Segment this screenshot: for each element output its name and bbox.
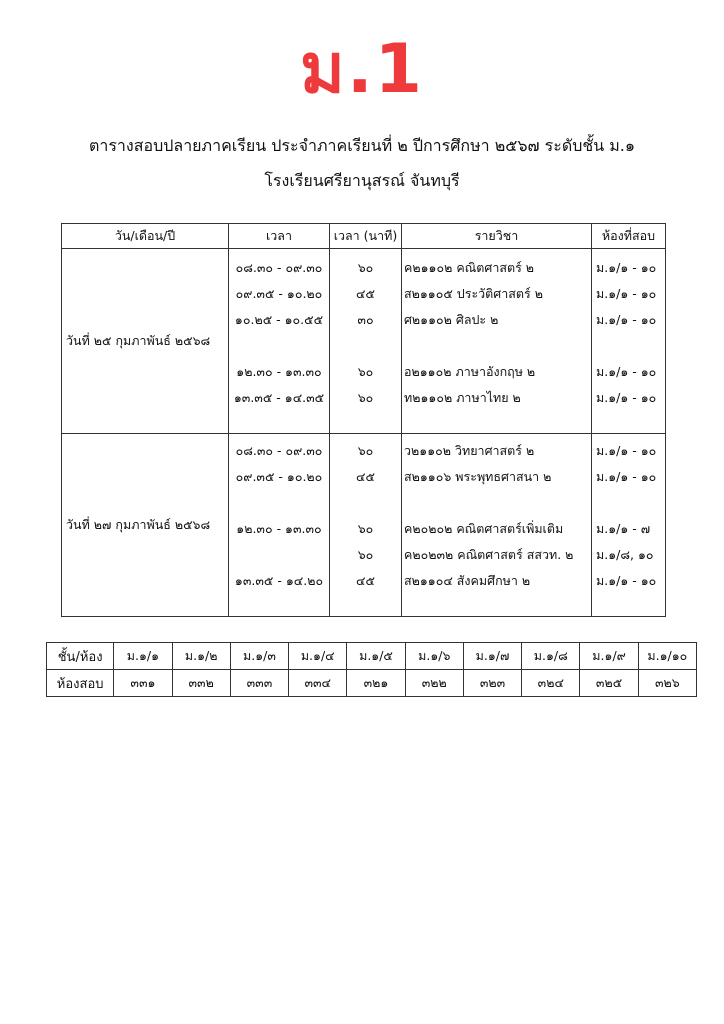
- time-column: [229, 434, 330, 617]
- minutes-column: [330, 434, 402, 617]
- exam-room: ม.๑/๑ - ๑๐: [596, 469, 657, 484]
- grade-title: ม.1: [300, 30, 424, 109]
- exam-day-row: [62, 434, 666, 617]
- exam-room: ม.๑/๑ - ๑๐: [596, 364, 657, 379]
- exam-minutes: ๖๐: [357, 390, 374, 405]
- exam-time: ๐๘.๓๐ - ๐๙.๓๐: [235, 443, 323, 458]
- room-row: [47, 670, 697, 697]
- class-cell: ม.๑/๓: [230, 643, 288, 670]
- exam-subject: ส๒๑๑๐๖ พระพุทธศาสนา ๒: [404, 469, 552, 484]
- minutes-column: [330, 249, 402, 434]
- class-cell: ม.๑/๔: [289, 643, 347, 670]
- room-cell: ๓๓๔: [289, 670, 347, 697]
- exam-minutes: ๔๕: [356, 573, 375, 588]
- exam-minutes: ๖๐: [357, 443, 374, 458]
- room-cell: ๓๓๑: [114, 670, 172, 697]
- exam-time: ๐๙.๓๕ - ๑๐.๒๐: [235, 286, 323, 301]
- column-header-time: เวลา: [229, 224, 330, 249]
- exam-minutes: ๔๕: [356, 286, 375, 301]
- exam-time: [229, 490, 329, 516]
- column-header-minutes: เวลา (นาที): [330, 224, 402, 249]
- exam-subject: ค๒๐๒๓๒ คณิตศาสตร์ สสวท. ๒: [404, 547, 574, 562]
- exam-subject: ส๒๑๑๐๕ ประวัติศาสตร์ ๒: [404, 286, 543, 301]
- exam-minutes: ๖๐: [357, 547, 374, 562]
- exam-time: ๑๒.๓๐ - ๑๓.๓๐: [236, 364, 322, 379]
- class-cell: ม.๑/๗: [463, 643, 521, 670]
- exam-time: ๑๓.๓๕ - ๑๔.๒๐: [234, 573, 324, 588]
- exam-time: ๑๒.๓๐ - ๑๓.๓๐: [236, 521, 322, 536]
- exam-table-header-row: [62, 224, 666, 249]
- class-cell: ม.๑/๙: [580, 643, 638, 670]
- exam-room: [592, 333, 665, 359]
- exam-date: วันที่ ๒๕ กุมภาพันธ์ ๒๕๖๘: [62, 249, 229, 434]
- room-column: [592, 249, 666, 434]
- exam-time: ๐๙.๓๕ - ๑๐.๒๐: [235, 469, 323, 484]
- exam-time: [229, 542, 329, 568]
- schedule-heading: ตารางสอบปลายภาคเรียน ประจำภาคเรียนที่ ๒ ปีการศึกษา ๒๕๖๗ ระดับชั้น ม.๑: [88, 136, 636, 155]
- class-row-label: ชั้น/ห้อง: [47, 643, 114, 670]
- room-cell: ๓๒๑: [347, 670, 405, 697]
- exam-time: [229, 333, 329, 359]
- exam-subject: ค๒๑๑๐๒ คณิตศาสตร์ ๒: [404, 260, 535, 275]
- exam-minutes: ๖๐: [357, 364, 374, 379]
- exam-day-row: [62, 249, 666, 434]
- class-cell: ม.๑/๒: [172, 643, 230, 670]
- exam-minutes: ๖๐: [357, 521, 374, 536]
- exam-room: ม.๑/๑ - ๑๐: [596, 573, 657, 588]
- exam-room: ม.๑/๑ - ๑๐: [596, 286, 657, 301]
- exam-time: ๑๓.๓๕ - ๑๔.๓๕: [233, 390, 325, 405]
- exam-date: วันที่ ๒๗ กุมภาพันธ์ ๒๕๖๘: [62, 434, 229, 617]
- room-cell: ๓๒๔: [522, 670, 580, 697]
- class-cell: ม.๑/๖: [405, 643, 463, 670]
- exam-schedule-table: [61, 223, 666, 617]
- class-cell: ม.๑/๘: [522, 643, 580, 670]
- room-cell: ๓๒๓: [463, 670, 521, 697]
- class-cell: ม.๑/๑๐: [638, 643, 696, 670]
- class-row: [47, 643, 697, 670]
- exam-room: ม.๑/๘, ๑๐: [596, 547, 654, 562]
- exam-subject: ศ๒๑๑๐๒ ศิลปะ ๒: [404, 312, 499, 327]
- exam-subject: [402, 333, 591, 359]
- exam-room: ม.๑/๑ - ๑๐: [596, 260, 657, 275]
- exam-subject: [402, 490, 591, 516]
- room-cell: ๓๒๕: [580, 670, 638, 697]
- exam-subject: ว๒๑๑๐๒ วิทยาศาสตร์ ๒: [404, 443, 535, 458]
- room-cell: ๓๓๒: [172, 670, 230, 697]
- column-header-subject: รายวิชา: [402, 224, 592, 249]
- room-cell: ๓๓๓: [230, 670, 288, 697]
- exam-minutes: ๔๕: [356, 469, 375, 484]
- exam-minutes: ๓๐: [357, 312, 374, 327]
- time-column: [229, 249, 330, 434]
- exam-subject: ส๒๑๑๐๔ สังคมศึกษา ๒: [404, 573, 531, 588]
- room-row-label: ห้องสอบ: [47, 670, 114, 697]
- room-cell: ๓๒๖: [638, 670, 696, 697]
- column-header-date: วัน/เดือน/ปี: [62, 224, 229, 249]
- exam-room: [592, 490, 665, 516]
- exam-minutes: [330, 333, 401, 359]
- exam-room: ม.๑/๑ - ๑๐: [596, 390, 657, 405]
- exam-room: ม.๑/๑ - ๑๐: [596, 443, 657, 458]
- subject-column: [402, 249, 592, 434]
- exam-room: ม.๑/๑ - ๑๐: [596, 312, 657, 327]
- exam-minutes: [330, 490, 401, 516]
- room-assignment-table: [46, 642, 697, 697]
- exam-subject: ค๒๐๒๐๒ คณิตศาสตร์เพิ่มเติม: [404, 521, 564, 536]
- class-cell: ม.๑/๑: [114, 643, 172, 670]
- room-cell: ๓๒๒: [405, 670, 463, 697]
- subject-column: [402, 434, 592, 617]
- room-column: [592, 434, 666, 617]
- exam-time: ๐๘.๓๐ - ๐๙.๓๐: [235, 260, 323, 275]
- exam-subject: ท๒๑๑๐๒ ภาษาไทย ๒: [404, 390, 521, 405]
- school-name: โรงเรียนศรียานุสรณ์ จันทบุรี: [264, 171, 460, 190]
- exam-time: ๑๐.๒๕ - ๑๐.๕๕: [234, 312, 324, 327]
- exam-room: ม.๑/๑ - ๗: [596, 521, 651, 536]
- exam-minutes: ๖๐: [357, 260, 374, 275]
- column-header-room: ห้องที่สอบ: [592, 224, 666, 249]
- class-cell: ม.๑/๕: [347, 643, 405, 670]
- exam-subject: อ๒๑๑๐๒ ภาษาอังกฤษ ๒: [404, 364, 536, 379]
